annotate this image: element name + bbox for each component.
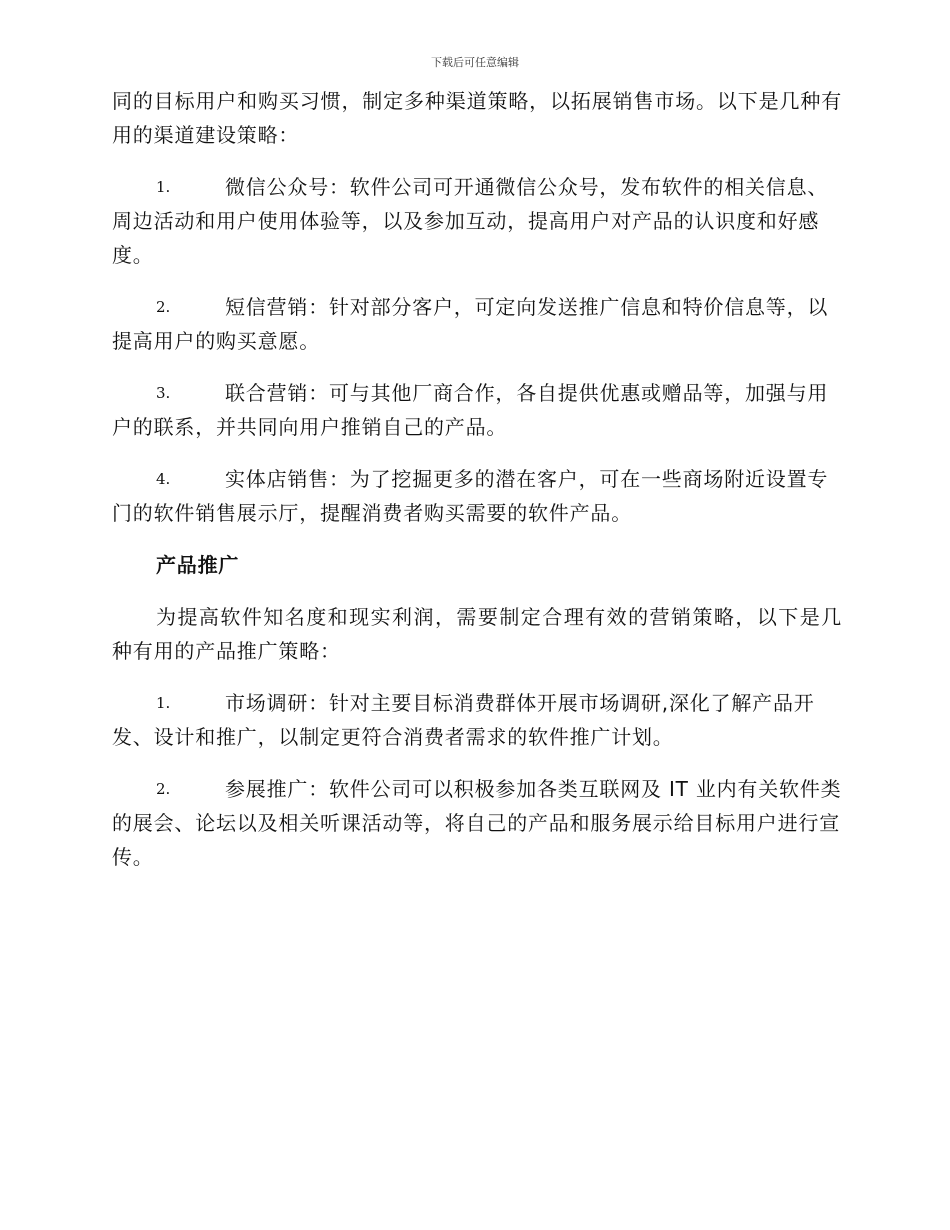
channel-item-4 [112,462,842,530]
channel-item-3 [112,376,842,444]
item-number: 1. [156,694,171,712]
item-number: 3. [156,384,171,402]
section-heading: 产品推广 [156,553,240,577]
intro-paragraph: 同的目标用户和购买习惯，制定多种渠道策略，以拓展销售市场。以下是几种有用的渠道建设策略： [112,89,842,147]
item-text: 参展推广：软件公司可以积极参加各类互联网及 IT 业内有关软件类的展会、论坛以及相关听课活动等，将自己的产品和服务展示给目标用户进行宣传。 [112,777,842,869]
item-number: 2. [156,780,171,798]
item-text: 短信营销：针对部分客户，可定向发送推广信息和特价信息等，以提高用户的购买意愿。 [112,295,829,353]
promotion-item-2 [112,772,842,874]
item-text: 市场调研：针对主要目标消费群体开展市场调研,深化了解产品开发、设计和推广，以制定更符合消费者需求的软件推广计划。 [112,691,815,749]
document-body [112,84,842,892]
item-text: 联合营销：可与其他厂商合作，各自提供优惠或赠品等，加强与用户的联系，并共同向用户推销自己的产品。 [112,381,829,439]
item-number: 1. [156,178,171,196]
item-text: 实体店销售：为了挖掘更多的潜在客户，可在一些商场附近设置专门的软件销售展示厅，提醒消费者购买需要的软件产品。 [112,467,829,525]
page-header: 下载后可任意编辑 [431,56,519,69]
promotion-paragraph: 为提高软件知名度和现实利润，需要制定合理有效的营销策略，以下是几种有用的产品推广策略： [112,605,842,663]
item-text: 微信公众号：软件公司可开通微信公众号，发布软件的相关信息、周边活动和用户使用体验等，以及参加互动，提高用户对产品的认识度和好感度。 [112,175,829,267]
promotion-item-1 [112,686,842,754]
channel-item-2 [112,290,842,358]
channel-item-1 [112,170,842,272]
item-number: 4. [156,470,171,488]
item-number: 2. [156,298,171,316]
